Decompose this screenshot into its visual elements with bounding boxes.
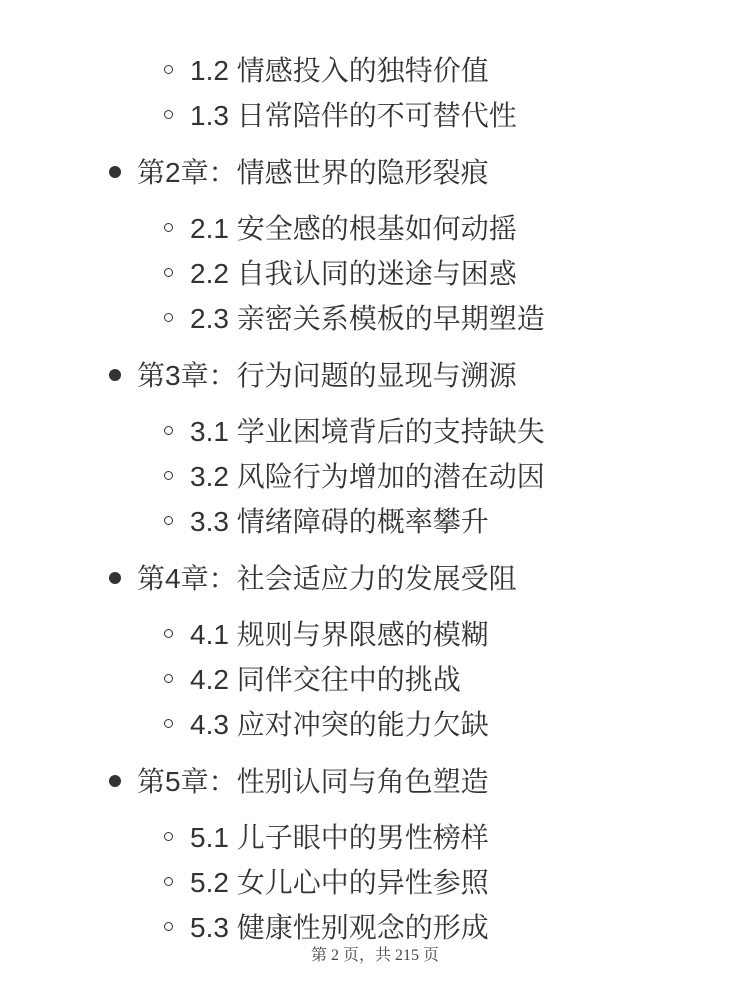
toc-sub-list (0, 815, 750, 950)
toc-sub-item: 3.2 风险行为增加的潜在动因 (0, 454, 750, 499)
toc-sub-item: 2.2 自我认同的迷途与困惑 (0, 251, 750, 296)
toc-sub-list (0, 409, 750, 544)
toc-group (0, 759, 750, 950)
toc-chapter-item: 第2章：情感世界的隐形裂痕 (0, 150, 750, 195)
toc-chapter-item: 第5章：性别认同与角色塑造 (0, 759, 750, 804)
toc-chapter-item: 第4章：社会适应力的发展受阻 (0, 556, 750, 601)
toc-group (0, 48, 750, 138)
toc-chapter-item: 第3章：行为问题的显现与溯源 (0, 353, 750, 398)
toc-group (0, 150, 750, 341)
toc-sub-item: 1.2 情感投入的独特价值 (0, 48, 750, 93)
toc-sub-item: 4.2 同伴交往中的挑战 (0, 657, 750, 702)
toc-group (0, 353, 750, 544)
toc-sub-item: 2.1 安全感的根基如何动摇 (0, 206, 750, 251)
toc-sub-item: 2.3 亲密关系模板的早期塑造 (0, 296, 750, 341)
toc-sub-item: 3.3 情绪障碍的概率攀升 (0, 499, 750, 544)
page-indicator: 第 2 页，共 215 页 (310, 947, 439, 964)
toc-sub-item: 5.1 儿子眼中的男性榜样 (0, 815, 750, 860)
toc-group (0, 556, 750, 747)
toc-sub-list (0, 612, 750, 747)
toc-sub-item: 4.1 规则与界限感的模糊 (0, 612, 750, 657)
toc-sub-item: 3.1 学业困境背后的支持缺失 (0, 409, 750, 454)
table-of-contents (0, 48, 750, 950)
page-footer (0, 944, 750, 968)
toc-sub-item: 5.3 健康性别观念的形成 (0, 905, 750, 950)
toc-sub-item: 5.2 女儿心中的异性参照 (0, 860, 750, 905)
toc-sub-list (0, 48, 750, 138)
toc-sub-item: 1.3 日常陪伴的不可替代性 (0, 93, 750, 138)
toc-sub-item: 4.3 应对冲突的能力欠缺 (0, 702, 750, 747)
toc-sub-list (0, 206, 750, 341)
